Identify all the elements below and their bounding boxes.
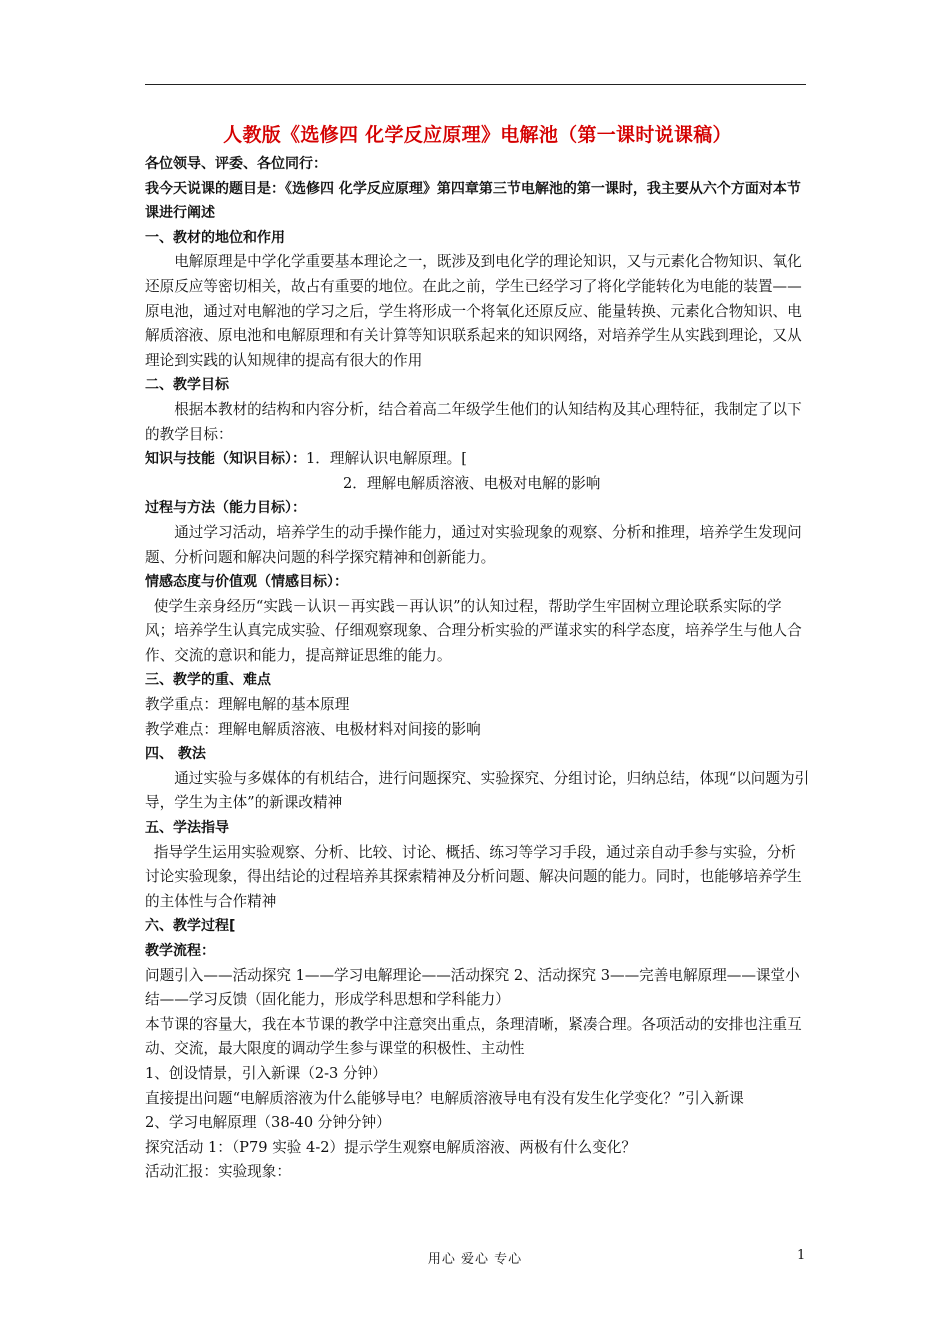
section-2-paragraph: 根据本教材的结构和内容分析，结合着高二年级学生他们的认知结构及其心理特征，我制定了以下的教学目标：	[145, 400, 802, 443]
section-1-paragraph: 电解原理是中学化学重要基本理论之一，既涉及到电化学的理论知识，又与元素化合物知识、氧化还原反应等密切相关，故占有重要的地位。在此之前，学生已经学习了将化学能转化为电能的装置——原电池，通过对电解池的学习之后，学生将形成一个将氧化还原反应、能量转换、元素化合物知识、电解质溶液、原电池和电解原理和有关计算等知识联系起来的知识网络，对培养学生从实践到理论，又从理论到实践的认知规律的提高有很大的作用	[145, 253, 802, 369]
section-4-paragraph: 通过实验与多媒体的有机结合，进行问题探究、实验探究、分组讨论，归纳总结，体现“以问题为引导，学生为主体”的新课改精神	[145, 769, 810, 812]
activity-report: 活动汇报：实验现象：	[145, 1163, 291, 1181]
section-3-heading: 三、教学的重、难点	[145, 672, 271, 689]
step-1-paragraph: 直接提出问题“电解质溶液为什么能够导电？电解质溶液导电有没有发生化学变化？”引入新课	[145, 1089, 744, 1107]
knowledge-goal-label: 知识与技能（知识目标）：	[145, 451, 306, 468]
knowledge-goal-1: 1．理解认识电解原理。[	[306, 450, 467, 468]
intro: 我今天说课的题目是：《选修四 化学反应原理》第四章第三节电解池的第一课时，我主要从六个方面对本节课进行阐述	[145, 180, 801, 222]
knowledge-goal-line	[145, 447, 810, 472]
section-5-paragraph: 指导学生运用实验观察、分析、比较、讨论、概括、练习等学习手段，通过亲自动手参与实验，分析讨论实验现象，得出结论的过程培养其探索精神及分析问题、解决问题的能力。同时，也能够培养学生的主体性与合作精神	[145, 843, 802, 910]
step-1-heading: 1、创设情景，引入新课（2-3 分钟）	[145, 1064, 387, 1082]
section-2-heading: 二、教学目标	[145, 377, 229, 394]
section-4-heading: 四、 教法	[145, 746, 206, 763]
process-goal-label: 过程与方法（能力目标）：	[145, 500, 306, 517]
document-title: 人教版《选修四 化学反应原理》电解池（第一课时说课稿）	[223, 124, 732, 146]
page-number: 1	[797, 1248, 806, 1263]
lesson-capacity-paragraph: 本节课的容量大，我在本节课的教学中注意突出重点，条理清晰，紧凑合理。各项活动的安排也注重互动、交流，最大限度的调动学生参与课堂的积极性、主动性	[145, 1015, 802, 1058]
process-goal-paragraph: 通过学习活动，培养学生的动手操作能力，通过对实验现象的观察、分析和推理，培养学生发现问题、分析问题和解决问题的科学探究精神和创新能力。	[145, 523, 802, 566]
teaching-difficult-point: 教学难点：理解电解质溶液、电极材料对间接的影响	[145, 720, 481, 738]
greeting: 各位领导、评委、各位同行：	[145, 156, 327, 172]
header-rule	[145, 84, 806, 85]
teaching-flow: 问题引入——活动探究 1——学习电解理论——活动探究 2、活动探究 3——完善电解原理——课堂小结——学习反馈（固化能力，形成学科思想和学科能力）	[145, 966, 800, 1009]
emotion-goal-label: 情感态度与价值观（情感目标）：	[145, 574, 348, 591]
section-6-heading: 六、教学过程[	[145, 918, 236, 935]
activity-1: 探究活动 1：（P79 实验 4-2）提示学生观察电解质溶液、两极有什么变化？	[145, 1138, 637, 1156]
document-body	[145, 120, 810, 1185]
step-2-heading: 2、学习电解原理（38-40 分钟分钟）	[145, 1114, 391, 1132]
footer-motto: 用心 爱心 专心	[427, 1252, 523, 1267]
teaching-flow-label: 教学流程：	[145, 943, 215, 959]
section-1-heading: 一、教材的地位和作用	[145, 229, 285, 246]
section-5-heading: 五、学法指导	[145, 820, 229, 837]
emotion-goal-paragraph: 使学生亲身经历“实践－认识－再实践－再认识”的认知过程，帮助学生牢固树立理论联系实际的学风；培养学生认真完成实验、仔细观察现象、合理分析实验的严谨求实的科学态度，培养学生与他人合作、交流的意识和能力，提高辩证思维的能力。	[145, 597, 802, 664]
teaching-key-point: 教学重点：理解电解的基本原理	[145, 696, 350, 714]
knowledge-goal-2: 2．理解电解质溶液、电极对电解的影响	[343, 474, 601, 492]
